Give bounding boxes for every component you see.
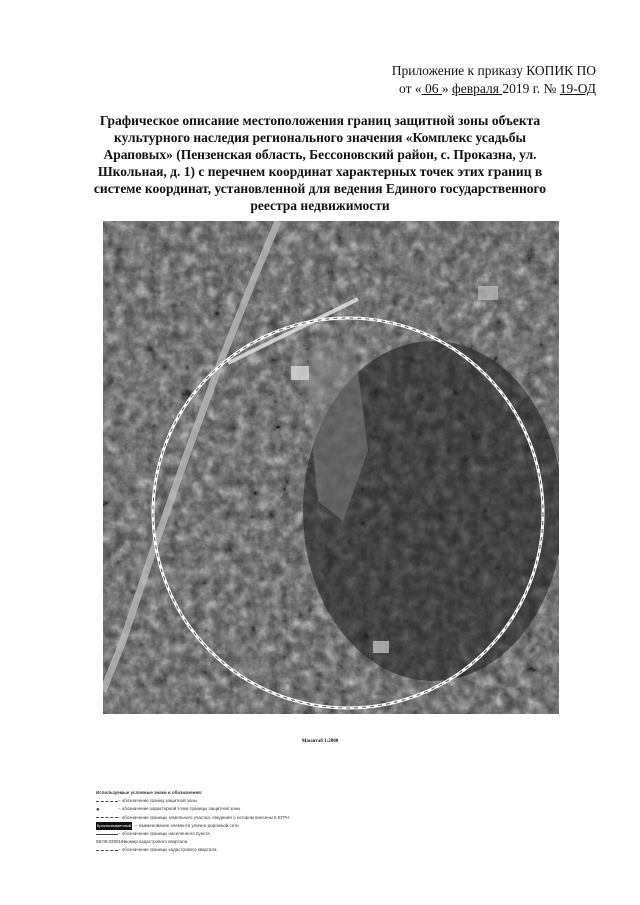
legend-item bbox=[96, 814, 356, 822]
legend-text: – обозначение границы земельного участка, сведения о котором внесены в ЕГРН bbox=[118, 814, 290, 820]
legend-text: – обозначение границы кадастрового квартала bbox=[118, 847, 217, 853]
building bbox=[478, 286, 498, 300]
building bbox=[373, 641, 389, 653]
map-scale: Масштаб 1:2000 bbox=[301, 739, 339, 744]
date-quote: » bbox=[441, 81, 453, 96]
legend-text: – обозначение границы населенного пункта bbox=[118, 831, 210, 837]
legend-text: – наименование элемента улично-дорожной сети bbox=[134, 822, 239, 828]
map-legend bbox=[96, 789, 356, 855]
order-number: 19-ОД bbox=[559, 81, 596, 96]
legend-line-symbol bbox=[96, 834, 118, 835]
legend-dash-symbol bbox=[96, 817, 118, 818]
satellite-map bbox=[103, 221, 559, 714]
legend-code: 58:05:0290101 bbox=[96, 839, 127, 845]
legend-text: – номер кадастрового квартала bbox=[121, 839, 188, 845]
legend-item bbox=[96, 797, 356, 805]
legend-text: – обозначение характерной точки границы защитной зоны bbox=[118, 806, 241, 812]
date-day: 06 bbox=[421, 81, 442, 96]
legend-item bbox=[96, 830, 356, 838]
legend-item bbox=[96, 822, 356, 830]
date-year: 2019 г. № bbox=[502, 81, 560, 96]
appendix-date-line bbox=[392, 80, 596, 98]
legend-street-label: Краснознаменный bbox=[96, 822, 132, 830]
legend-text: – обозначение границ защитной зоны bbox=[118, 798, 198, 804]
document-title: Графическое описание местоположения границ защитной зоны объекта культурного наследия регионального значения «Комплекс усадьбы Араповых» (Пензенская область, Бессоновский район, с. Проказна, ул. Школьная, д. 1) с перечнем координат характерных точек этих границ в системе координат, установленной для ведения Единого государственного реестра недвижимости bbox=[93, 113, 547, 213]
legend-dash-symbol bbox=[96, 801, 118, 802]
legend-item bbox=[96, 838, 356, 846]
appendix-line: Приложение к приказу КОПИК ПО bbox=[391, 63, 596, 78]
legend-point-icon: ● bbox=[96, 806, 100, 813]
legend-item bbox=[96, 846, 356, 854]
date-month: февраля bbox=[452, 81, 503, 96]
building bbox=[291, 366, 309, 380]
date-prefix: от « bbox=[399, 81, 422, 96]
map-svg bbox=[103, 221, 559, 714]
appendix-header bbox=[392, 62, 596, 98]
legend-dash-symbol bbox=[96, 850, 118, 851]
legend-item bbox=[96, 805, 356, 813]
legend-heading: Используемые условные знаки и обозначения: bbox=[96, 790, 203, 795]
